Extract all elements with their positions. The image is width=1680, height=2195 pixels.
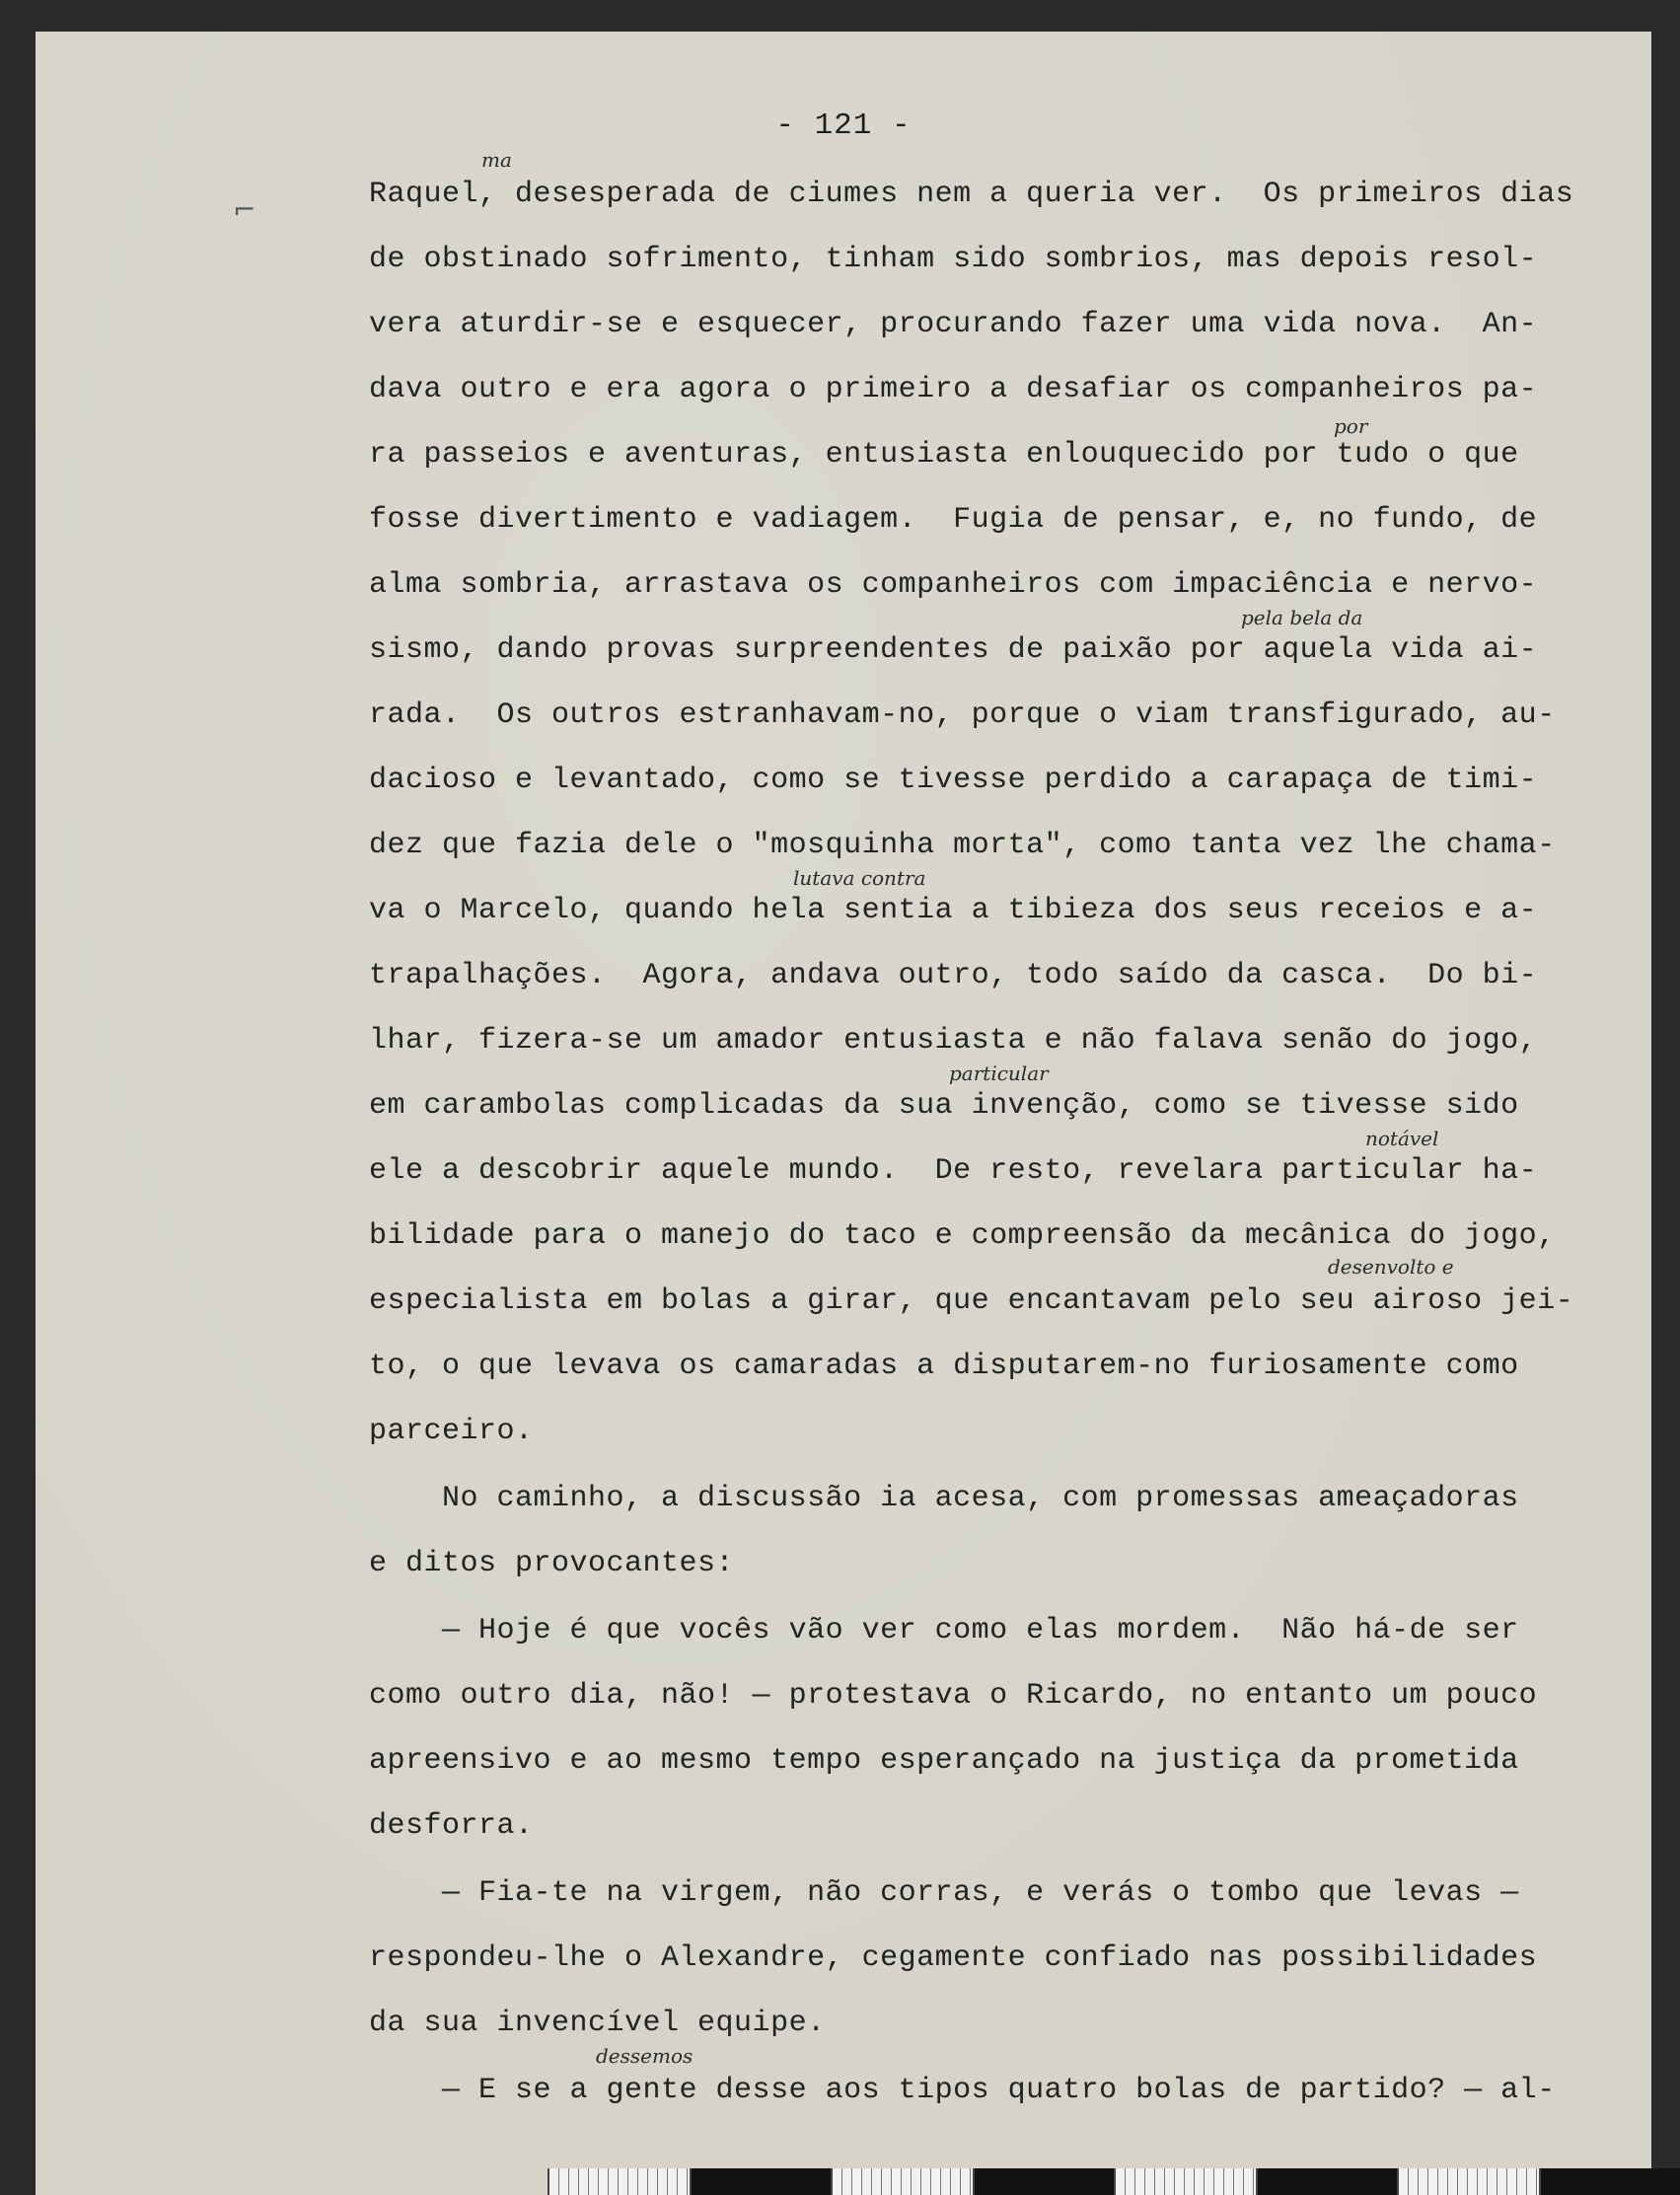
text-line: dava outro e era agora o primeiro a desafiar os companheiros pa- bbox=[369, 373, 1538, 406]
text-line: trapalhações. Agora, andava outro, todo saído da casca. Do bi- bbox=[369, 959, 1538, 992]
ruler-segment bbox=[973, 2168, 1115, 2195]
ruler-segment bbox=[1397, 2168, 1539, 2195]
text-line: rada. Os outros estranhavam-no, porque o viam transfigurado, au- bbox=[369, 698, 1556, 732]
text-line: apreensivo e ao mesmo tempo esperançado na justiça da prometida bbox=[369, 1744, 1519, 1778]
text-line: dez que fazia dele o "mosquinha morta", como tanta vez lhe chama- bbox=[369, 829, 1556, 862]
margin-pencil-mark: ⌐ bbox=[233, 193, 256, 226]
text-line: sismo, dando provas surpreendentes de paixão por aquela vida ai- bbox=[369, 633, 1538, 667]
text-line: dacioso e levantado, como se tivesse perdido a carapaça de timi- bbox=[369, 764, 1538, 797]
text-line: especialista em bolas a girar, que encantavam pelo seu airoso jei- bbox=[369, 1284, 1574, 1318]
text-line: — E se a gente desse aos tipos quatro bolas de partido? — al- bbox=[369, 2074, 1556, 2107]
scale-ruler bbox=[548, 2168, 1680, 2195]
text-line: parceiro. bbox=[369, 1415, 534, 1448]
handwritten-correction: ma bbox=[481, 148, 512, 172]
ruler-segment bbox=[1256, 2168, 1398, 2195]
text-line: de obstinado sofrimento, tinham sido sombrios, mas depois resol- bbox=[369, 243, 1538, 276]
handwritten-correction: lutava contra bbox=[793, 866, 926, 890]
text-line: va o Marcelo, quando hela sentia a tibieza dos seus receios e a- bbox=[369, 894, 1538, 927]
text-line: desforra. bbox=[369, 1809, 534, 1843]
text-line: — Fia-te na virgem, não corras, e verás o tombo que levas — bbox=[369, 1876, 1519, 1910]
typescript-page bbox=[36, 32, 1651, 2195]
text-line: bilidade para o manejo do taco e compreensão da mecânica do jogo, bbox=[369, 1219, 1556, 1253]
handwritten-correction: notável bbox=[1365, 1127, 1439, 1150]
text-line: lhar, fizera-se um amador entusiasta e não falava senão do jogo, bbox=[369, 1024, 1538, 1058]
handwritten-correction: por bbox=[1334, 414, 1368, 438]
handwritten-correction: dessemos bbox=[596, 2044, 694, 2068]
text-line: ele a descobrir aquele mundo. De resto, revelara particular ha- bbox=[369, 1154, 1538, 1188]
handwritten-correction: particular bbox=[949, 1061, 1049, 1085]
text-line: to, o que levava os camaradas a disputarem-no furiosamente como bbox=[369, 1350, 1519, 1383]
text-line: da sua invencível equipe. bbox=[369, 2007, 826, 2040]
text-line: No caminho, a discussão ia acesa, com promessas ameaçadoras bbox=[369, 1482, 1519, 1515]
handwritten-correction: desenvolto e bbox=[1328, 1255, 1454, 1279]
ruler-segment bbox=[831, 2168, 973, 2195]
text-line: fosse divertimento e vadiagem. Fugia de pensar, e, no fundo, de bbox=[369, 503, 1538, 537]
text-line: Raquel, desesperada de ciumes nem a queria ver. Os primeiros dias bbox=[369, 178, 1574, 211]
text-line: respondeu-lhe o Alexandre, cegamente confiado nas possibilidades bbox=[369, 1941, 1538, 1975]
ruler-segment bbox=[690, 2168, 832, 2195]
text-line: como outro dia, não! — protestava o Ricardo, no entanto um pouco bbox=[369, 1679, 1538, 1713]
text-line: alma sombria, arrastava os companheiros com impaciência e nervo- bbox=[369, 568, 1538, 602]
ruler-segment bbox=[1539, 2168, 1680, 2195]
text-line: — Hoje é que vocês vão ver como elas mordem. Não há-de ser bbox=[369, 1614, 1519, 1647]
ruler-segment bbox=[548, 2168, 690, 2195]
page-number: - 121 - bbox=[775, 109, 912, 143]
text-line: vera aturdir-se e esquecer, procurando fazer uma vida nova. An- bbox=[369, 308, 1538, 341]
handwritten-correction: pela bela da bbox=[1241, 606, 1363, 629]
ruler-segment bbox=[1114, 2168, 1256, 2195]
text-line: em carambolas complicadas da sua invenção, como se tivesse sido bbox=[369, 1089, 1519, 1123]
text-line: e ditos provocantes: bbox=[369, 1547, 735, 1580]
text-line: ra passeios e aventuras, entusiasta enlouquecido por tudo o que bbox=[369, 438, 1519, 472]
